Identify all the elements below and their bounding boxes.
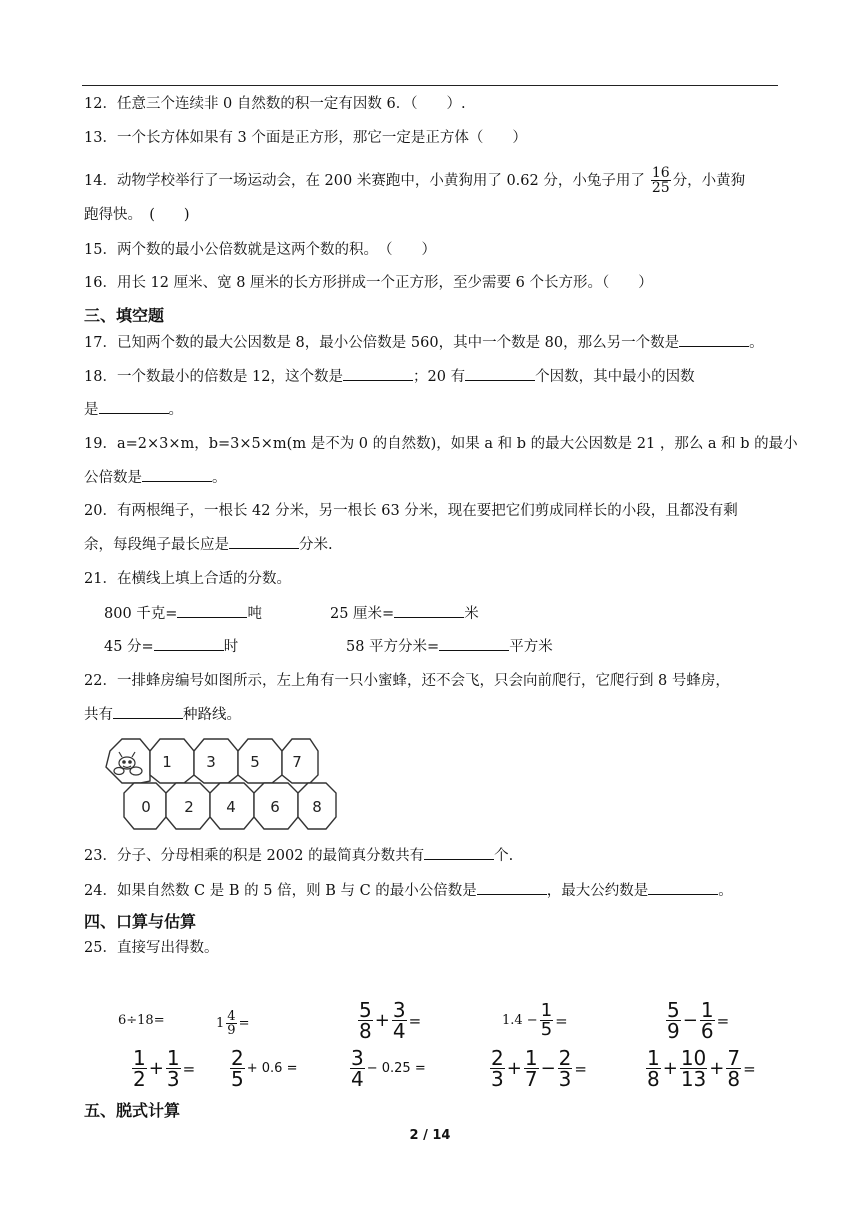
- question-18-line2: 是 。: [84, 399, 183, 420]
- question-12: 12．任意三个连续非 0 自然数的积一定有因数 6．（ ）.: [84, 96, 466, 112]
- answer-blank[interactable]: [465, 366, 535, 381]
- question-23: 23．分子、分母相乘的积是 2002 的最简真分数共有 个.: [84, 845, 513, 866]
- question-14-line2: 跑得快。 ( ): [84, 207, 190, 223]
- answer-blank[interactable]: [113, 704, 183, 719]
- fraction: $\frac{2}{3}$: [491, 1046, 504, 1091]
- fraction: $\frac{3}{4}$: [392, 998, 406, 1043]
- fraction: $\frac{1}{3}$: [166, 1046, 180, 1091]
- answer-blank[interactable]: [229, 534, 299, 549]
- hex-cell: [238, 739, 282, 783]
- hex-label: 4: [226, 798, 236, 816]
- math-expr: $\frac{2}{5}$ + 0.6 =: [231, 1046, 298, 1091]
- hex-label: 5: [250, 753, 260, 771]
- page-number: 2 / 14: [409, 1128, 451, 1143]
- math-expr: $\frac{5}{9}$ − $\frac{1}{6}$ =: [667, 998, 730, 1043]
- fraction: $\frac{4}{9}$: [227, 1009, 236, 1038]
- section-heading-calc: 五、脱式计算: [84, 1101, 181, 1120]
- question-17: 17．已知两个数的最大公因数是 8，最小公倍数是 560，其中一个数是 80，那么另一个数是 。: [84, 332, 764, 353]
- fraction: $\frac{1}{6}$: [700, 998, 714, 1043]
- hex-label: 7: [292, 753, 302, 771]
- question-22-line2: 共有 种路线。: [84, 704, 241, 725]
- fraction: $\frac{1}{5}$: [540, 1000, 553, 1040]
- answer-blank[interactable]: [679, 332, 749, 347]
- hex-cell: [150, 739, 194, 783]
- hex-label: 0: [141, 798, 151, 816]
- hex-label: 8: [312, 798, 322, 816]
- question-21-item-3: 45 分= 时: [104, 636, 238, 657]
- math-expr: $\frac{5}{8}$ + $\frac{3}{4}$ =: [359, 998, 422, 1043]
- fraction: $\frac{1}{8}$: [647, 1046, 660, 1091]
- fraction: $\frac{1}{7}$: [524, 1046, 538, 1091]
- math-expr: 1.4 − $\frac{1}{5}$ =: [502, 1000, 568, 1040]
- hex-label: 6: [270, 798, 280, 816]
- hex-label: 1: [162, 753, 172, 771]
- question-20-line2: 余，每段绳子最长应是 分米.: [84, 534, 333, 555]
- question-24: 24．如果自然数 C 是 B 的 5 倍，则 B 与 C 的最小公倍数是 ，最大公约数是 。: [84, 880, 733, 901]
- question-19-line2: 公倍数是 。: [84, 467, 227, 488]
- question-14-text-cont: 分，小黄狗: [672, 172, 746, 189]
- answer-blank[interactable]: [99, 399, 169, 414]
- math-expr: $\frac{3}{4}$ − 0.25 =: [351, 1046, 426, 1091]
- question-13: 13．一个长方体如果有 3 个面是正方形，那它一定是正方体（ ）: [84, 130, 527, 146]
- answer-blank[interactable]: [394, 603, 464, 618]
- fraction: $\frac{5}{9}$: [667, 998, 680, 1043]
- hex-label: 3: [206, 753, 216, 771]
- math-expr: 1 $\frac{4}{9}$ =: [216, 1009, 250, 1038]
- hex-cell: [194, 739, 238, 783]
- question-18-line1: 18．一个数最小的倍数是 12，这个数是 ；20 有 个因数，其中最小的因数: [84, 366, 695, 387]
- answer-blank[interactable]: [424, 845, 494, 860]
- section-heading-fill: 三、填空题: [84, 306, 165, 325]
- math-expr: $\frac{2}{3}$ + $\frac{1}{7}$ − $\frac{2}{3}$ =: [491, 1046, 587, 1091]
- question-20-line1: 20．有两根绳子，一根长 42 分米，另一根长 63 分米，现在要把它们剪成同样长的小段，且都没有剩: [84, 503, 738, 519]
- fraction: $\frac{7}{8}$: [727, 1046, 741, 1091]
- answer-blank[interactable]: [648, 880, 718, 895]
- question-14-line1: [84, 166, 745, 195]
- answer-blank[interactable]: [142, 467, 212, 482]
- answer-blank[interactable]: [343, 366, 413, 381]
- math-expr: $\frac{1}{8}$ + $\frac{10}{13}$ + $\frac{7}{8}$ =: [647, 1046, 756, 1091]
- hex-cell-bee: [106, 739, 150, 783]
- fraction: $\frac{10}{13}$: [680, 1046, 707, 1091]
- question-22-line1: 22．一排蜂房编号如图所示，左上角有一只小蜜蜂，还不会飞，只会向前爬行，它爬行到 8 号蜂房，: [84, 673, 730, 689]
- answer-blank[interactable]: [154, 636, 224, 651]
- question-19-line1: 19．a=2×3×m，b=3×5×m(m 是不为 0 的自然数)，如果 a 和 b 的最大公因数是 21 ，那么 a 和 b 的最小: [84, 436, 798, 452]
- fraction: $\frac{2}{3}$: [558, 1046, 572, 1091]
- question-21-item-4: 58 平方分米= 平方米: [346, 636, 553, 657]
- header-rule: [82, 85, 778, 86]
- math-expr: 6÷18=: [118, 1013, 165, 1028]
- section-heading-oral: 四、口算与估算: [84, 912, 197, 931]
- answer-blank[interactable]: [177, 603, 247, 618]
- question-21-item-2: 25 厘米= 米: [330, 603, 479, 624]
- answer-blank[interactable]: [439, 636, 509, 651]
- question-16: 16．用长 12 厘米、宽 8 厘米的长方形拼成一个正方形，至少需要 6 个长方形。（ ）: [84, 275, 653, 291]
- question-21-item-1: 800 千克= 吨: [104, 603, 262, 624]
- question-15: 15．两个数的最小公倍数就是这两个数的积。 （ ）: [84, 242, 436, 258]
- hex-label: 2: [184, 798, 194, 816]
- fraction: $\frac{3}{4}$: [351, 1046, 364, 1091]
- fraction: $\frac{16}{25}$: [651, 165, 670, 196]
- math-expr: $\frac{1}{2}$ + $\frac{1}{3}$ =: [133, 1046, 196, 1091]
- fraction: $\frac{2}{5}$: [231, 1046, 244, 1091]
- honeycomb-figure: [100, 737, 340, 831]
- question-21: 21．在横线上填上合适的分数。: [84, 571, 291, 587]
- answer-blank[interactable]: [477, 880, 547, 895]
- question-14-text: 14．动物学校举行了一场运动会，在 200 米赛跑中，小黄狗用了 0.62 分，小兔子用了: [84, 172, 645, 189]
- fraction: $\frac{1}{2}$: [133, 1046, 146, 1091]
- fraction: $\frac{5}{8}$: [359, 998, 372, 1043]
- question-25: 25．直接写出得数。: [84, 940, 219, 956]
